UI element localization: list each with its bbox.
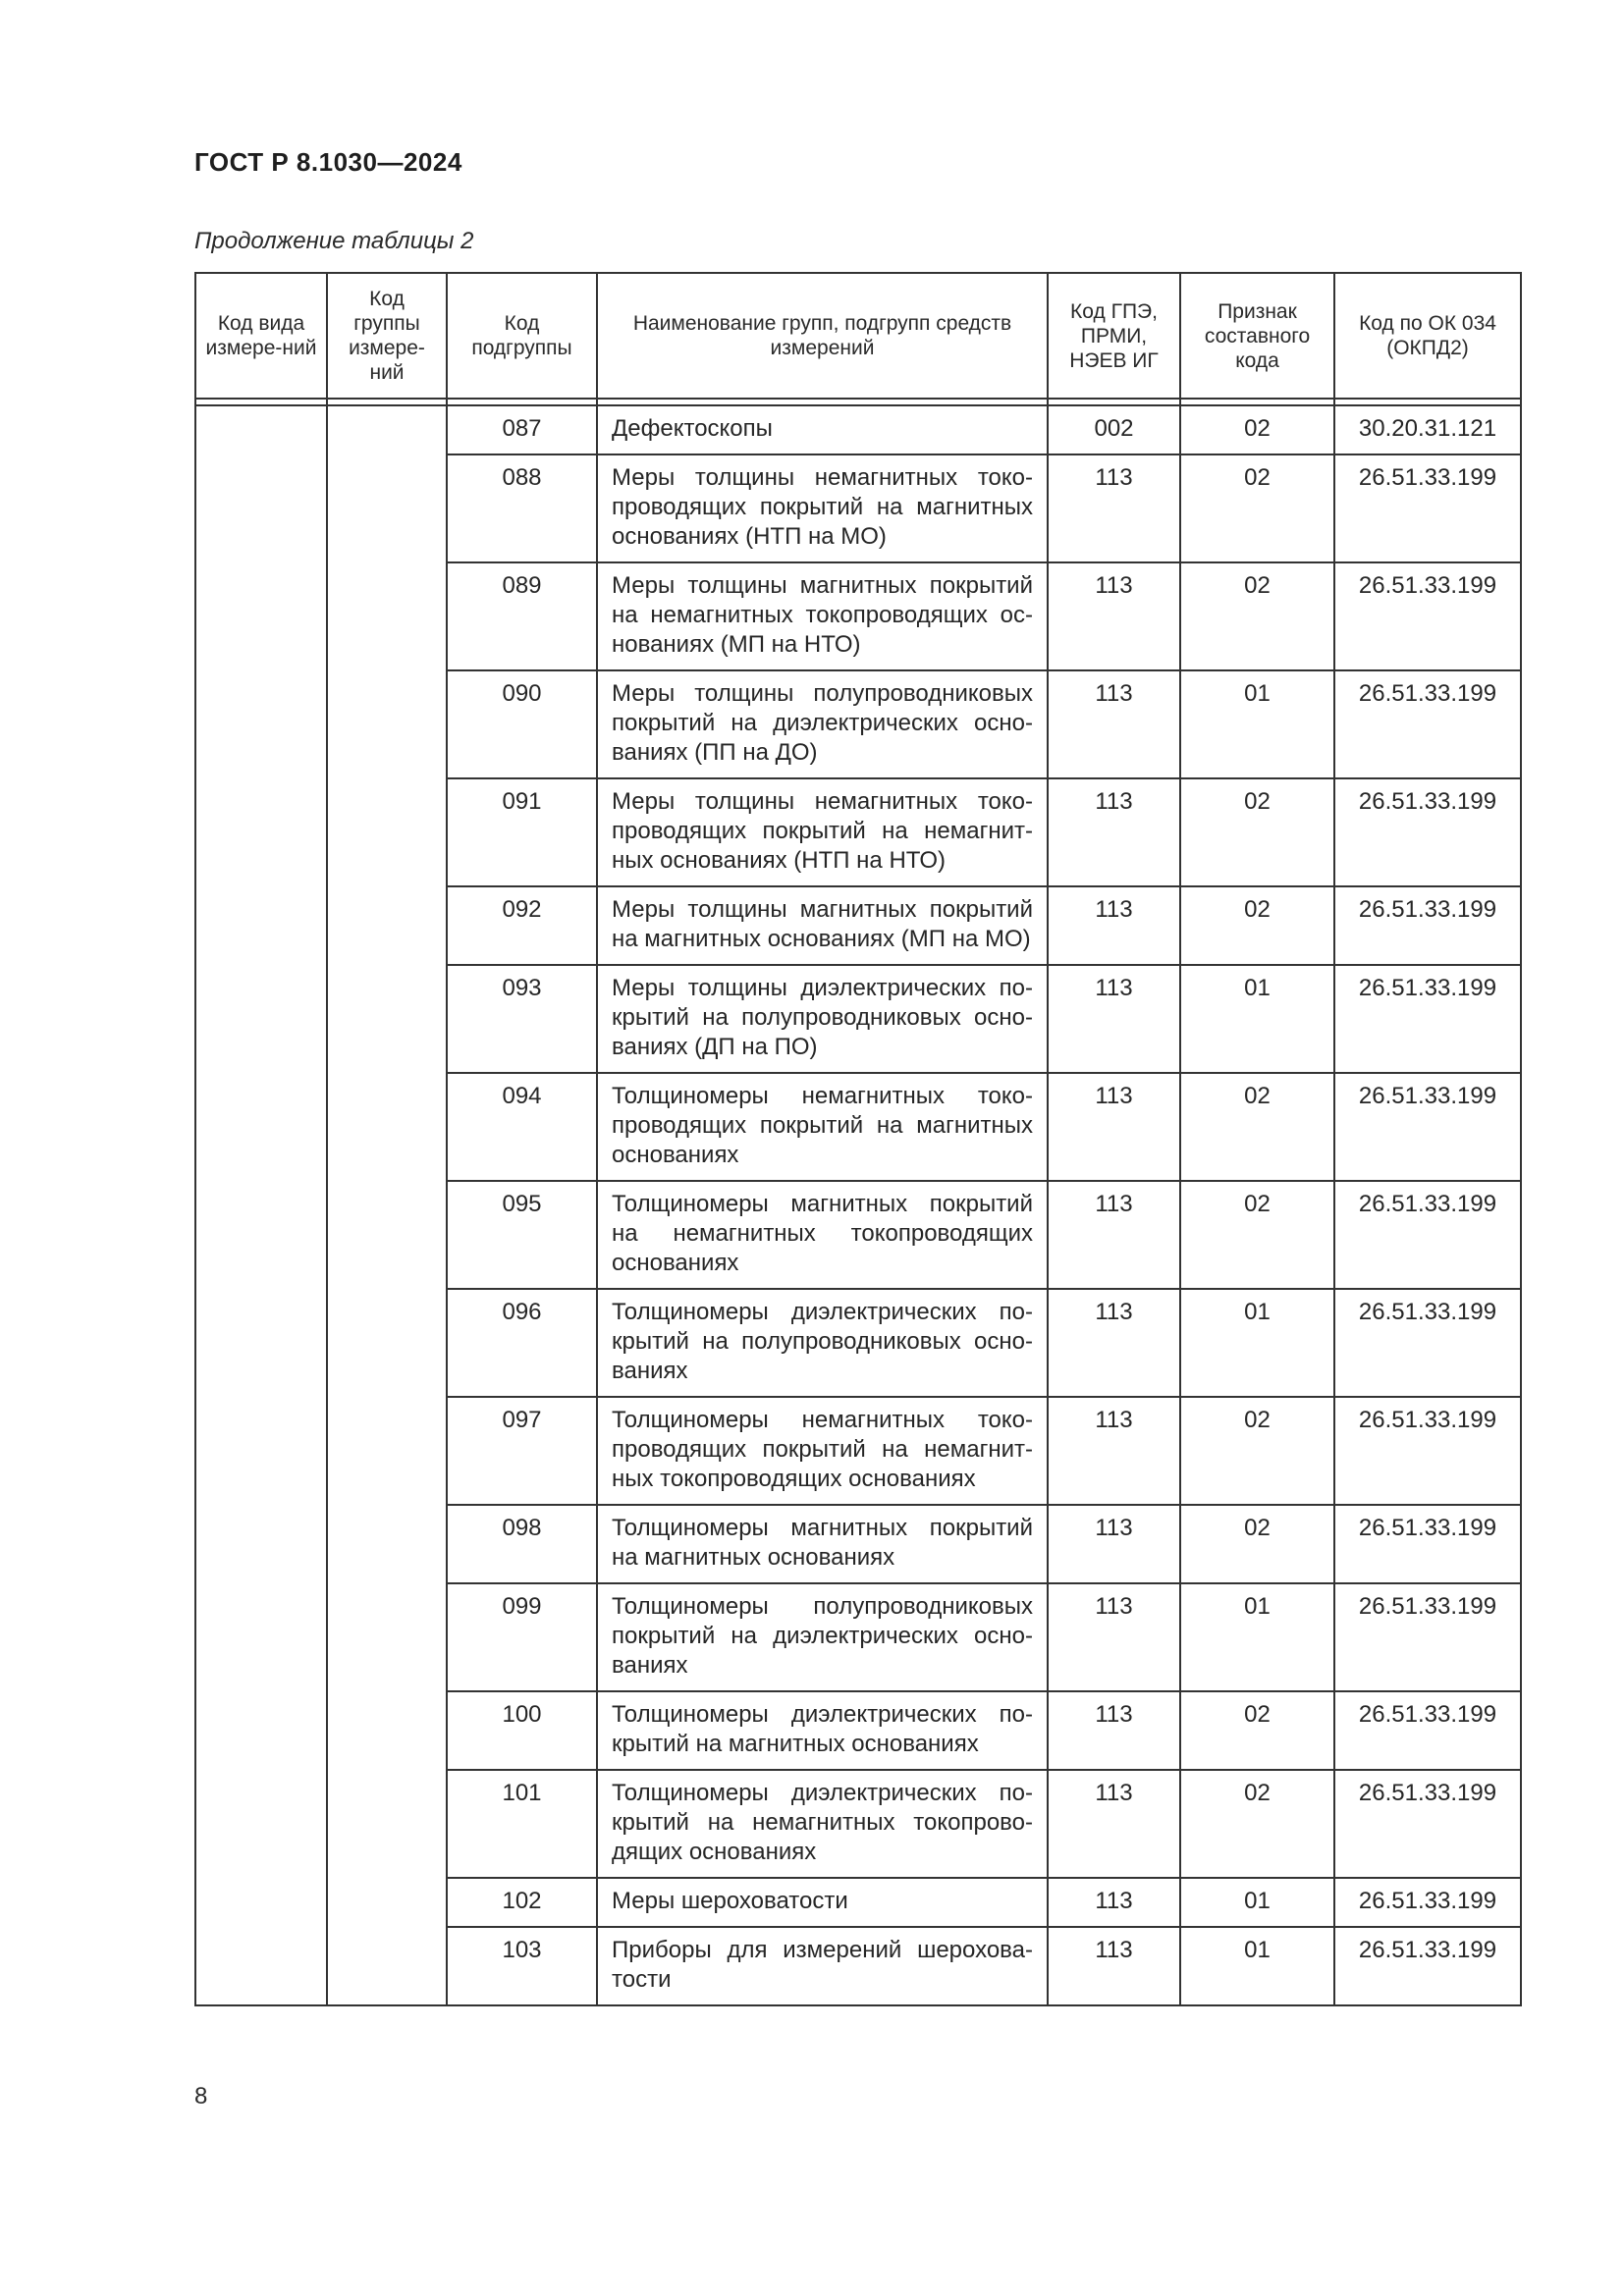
cell-gpe-code: 113: [1048, 1927, 1180, 2005]
header-row: [195, 273, 1521, 399]
cell-subgroup-code: 100: [447, 1691, 597, 1770]
cell-composite-sign: 02: [1180, 562, 1334, 670]
cell-okpd2-code: 26.51.33.199: [1334, 1073, 1521, 1181]
col-header-measurement-type-code: Код вида измере-ний: [195, 273, 327, 399]
cell-group-name: Меры толщины магнитных покрытий на магнитных основаниях (МП на МО): [597, 886, 1048, 965]
cell-subgroup-code: 094: [447, 1073, 597, 1181]
cell-gpe-code: 002: [1048, 405, 1180, 454]
header-separator-row: [195, 399, 1521, 405]
cell-subgroup-code: 088: [447, 454, 597, 562]
cell-group-name: Толщиномеры немагнитных токо-проводящих покрытий на магнитных основаниях: [597, 1073, 1048, 1181]
cell-okpd2-code: 26.51.33.199: [1334, 454, 1521, 562]
cell-group-name: Толщиномеры диэлектрических по-крытий на магнитных основаниях: [597, 1691, 1048, 1770]
cell-composite-sign: 02: [1180, 1691, 1334, 1770]
table-row: [195, 405, 1521, 454]
cell-okpd2-code: 26.51.33.199: [1334, 886, 1521, 965]
table-continuation-label: Продолжение таблицы 2: [194, 228, 474, 254]
cell-group-name: Дефектоскопы: [597, 405, 1048, 454]
col-header-group-name: Наименование групп, подгрупп средств измерений: [597, 273, 1048, 399]
cell-group-name: Толщиномеры диэлектрических по-крытий на полупроводниковых осно-ваниях: [597, 1289, 1048, 1397]
cell-composite-sign: 02: [1180, 1505, 1334, 1583]
cell-subgroup-code: 103: [447, 1927, 597, 2005]
cell-gpe-code: 113: [1048, 1583, 1180, 1691]
cell-gpe-code: 113: [1048, 1878, 1180, 1927]
cell-composite-sign: 02: [1180, 1397, 1334, 1505]
cell-measurement-group-code: [327, 405, 447, 2005]
cell-okpd2-code: 26.51.33.199: [1334, 1770, 1521, 1878]
cell-subgroup-code: 101: [447, 1770, 597, 1878]
cell-gpe-code: 113: [1048, 1691, 1180, 1770]
cell-subgroup-code: 091: [447, 778, 597, 886]
cell-gpe-code: 113: [1048, 886, 1180, 965]
cell-group-name: Меры толщины немагнитных токо-проводящих покрытий на немагнит-ных основаниях (НТП на НТО): [597, 778, 1048, 886]
cell-okpd2-code: 26.51.33.199: [1334, 778, 1521, 886]
cell-subgroup-code: 089: [447, 562, 597, 670]
cell-gpe-code: 113: [1048, 562, 1180, 670]
cell-gpe-code: 113: [1048, 454, 1180, 562]
cell-gpe-code: 113: [1048, 1073, 1180, 1181]
table-header: [195, 273, 1521, 405]
cell-composite-sign: 01: [1180, 1289, 1334, 1397]
col-header-okpd2-code: Код по ОК 034 (ОКПД2): [1334, 273, 1521, 399]
cell-group-name: Меры толщины диэлектрических по-крытий на полупроводниковых осно-ваниях (ДП на ПО): [597, 965, 1048, 1073]
cell-okpd2-code: 26.51.33.199: [1334, 1505, 1521, 1583]
cell-gpe-code: 113: [1048, 1397, 1180, 1505]
cell-subgroup-code: 092: [447, 886, 597, 965]
col-header-subgroup-code: Код подгруппы: [447, 273, 597, 399]
cell-subgroup-code: 090: [447, 670, 597, 778]
page-number: 8: [194, 2083, 208, 2109]
cell-composite-sign: 01: [1180, 1583, 1334, 1691]
cell-composite-sign: 02: [1180, 886, 1334, 965]
classification-table: [194, 272, 1522, 2006]
cell-gpe-code: 113: [1048, 1770, 1180, 1878]
cell-group-name: Толщиномеры магнитных покрытий на магнитных основаниях: [597, 1505, 1048, 1583]
cell-composite-sign: 02: [1180, 405, 1334, 454]
cell-subgroup-code: 098: [447, 1505, 597, 1583]
cell-composite-sign: 02: [1180, 1073, 1334, 1181]
cell-group-name: Толщиномеры немагнитных токо-проводящих покрытий на немагнит-ных токопроводящих основаниях: [597, 1397, 1048, 1505]
cell-group-name: Меры толщины немагнитных токо-проводящих покрытий на магнитных основаниях (НТП на МО): [597, 454, 1048, 562]
cell-subgroup-code: 099: [447, 1583, 597, 1691]
cell-gpe-code: 113: [1048, 1181, 1180, 1289]
document-code: ГОСТ Р 8.1030—2024: [194, 147, 462, 177]
cell-okpd2-code: 26.51.33.199: [1334, 1878, 1521, 1927]
cell-measurement-type-code: [195, 405, 327, 2005]
cell-okpd2-code: 26.51.33.199: [1334, 1927, 1521, 2005]
cell-gpe-code: 113: [1048, 778, 1180, 886]
cell-composite-sign: 01: [1180, 965, 1334, 1073]
cell-okpd2-code: 26.51.33.199: [1334, 670, 1521, 778]
cell-okpd2-code: 30.20.31.121: [1334, 405, 1521, 454]
cell-okpd2-code: 26.51.33.199: [1334, 1289, 1521, 1397]
cell-composite-sign: 02: [1180, 778, 1334, 886]
cell-subgroup-code: 093: [447, 965, 597, 1073]
cell-okpd2-code: 26.51.33.199: [1334, 1691, 1521, 1770]
cell-gpe-code: 113: [1048, 965, 1180, 1073]
cell-group-name: Толщиномеры диэлектрических по-крытий на немагнитных токопрово-дящих основаниях: [597, 1770, 1048, 1878]
cell-group-name: Меры толщины магнитных покрытий на немагнитных токопроводящих ос-нованиях (МП на НТО): [597, 562, 1048, 670]
cell-subgroup-code: 095: [447, 1181, 597, 1289]
col-header-gpe-code: Код ГПЭ, ПРМИ, НЭЕВ ИГ: [1048, 273, 1180, 399]
cell-okpd2-code: 26.51.33.199: [1334, 965, 1521, 1073]
cell-gpe-code: 113: [1048, 670, 1180, 778]
cell-composite-sign: 01: [1180, 670, 1334, 778]
cell-group-name: Приборы для измерений шерохова-тости: [597, 1927, 1048, 2005]
cell-gpe-code: 113: [1048, 1505, 1180, 1583]
cell-subgroup-code: 097: [447, 1397, 597, 1505]
cell-okpd2-code: 26.51.33.199: [1334, 562, 1521, 670]
cell-composite-sign: 02: [1180, 1181, 1334, 1289]
cell-subgroup-code: 096: [447, 1289, 597, 1397]
cell-group-name: Толщиномеры магнитных покрытий на немагнитных токопроводящих основаниях: [597, 1181, 1048, 1289]
cell-subgroup-code: 087: [447, 405, 597, 454]
cell-okpd2-code: 26.51.33.199: [1334, 1583, 1521, 1691]
cell-subgroup-code: 102: [447, 1878, 597, 1927]
col-header-composite-sign: Признак составного кода: [1180, 273, 1334, 399]
cell-composite-sign: 02: [1180, 1770, 1334, 1878]
cell-composite-sign: 01: [1180, 1878, 1334, 1927]
col-header-measurement-group-code: Код группы измере-ний: [327, 273, 447, 399]
cell-gpe-code: 113: [1048, 1289, 1180, 1397]
cell-group-name: Меры шероховатости: [597, 1878, 1048, 1927]
cell-okpd2-code: 26.51.33.199: [1334, 1181, 1521, 1289]
cell-okpd2-code: 26.51.33.199: [1334, 1397, 1521, 1505]
cell-group-name: Меры толщины полупроводниковых покрытий на диэлектрических осно-ваниях (ПП на ДО): [597, 670, 1048, 778]
cell-composite-sign: 01: [1180, 1927, 1334, 2005]
cell-composite-sign: 02: [1180, 454, 1334, 562]
table-body: [195, 405, 1521, 2005]
cell-group-name: Толщиномеры полупроводниковых покрытий на диэлектрических осно-ваниях: [597, 1583, 1048, 1691]
